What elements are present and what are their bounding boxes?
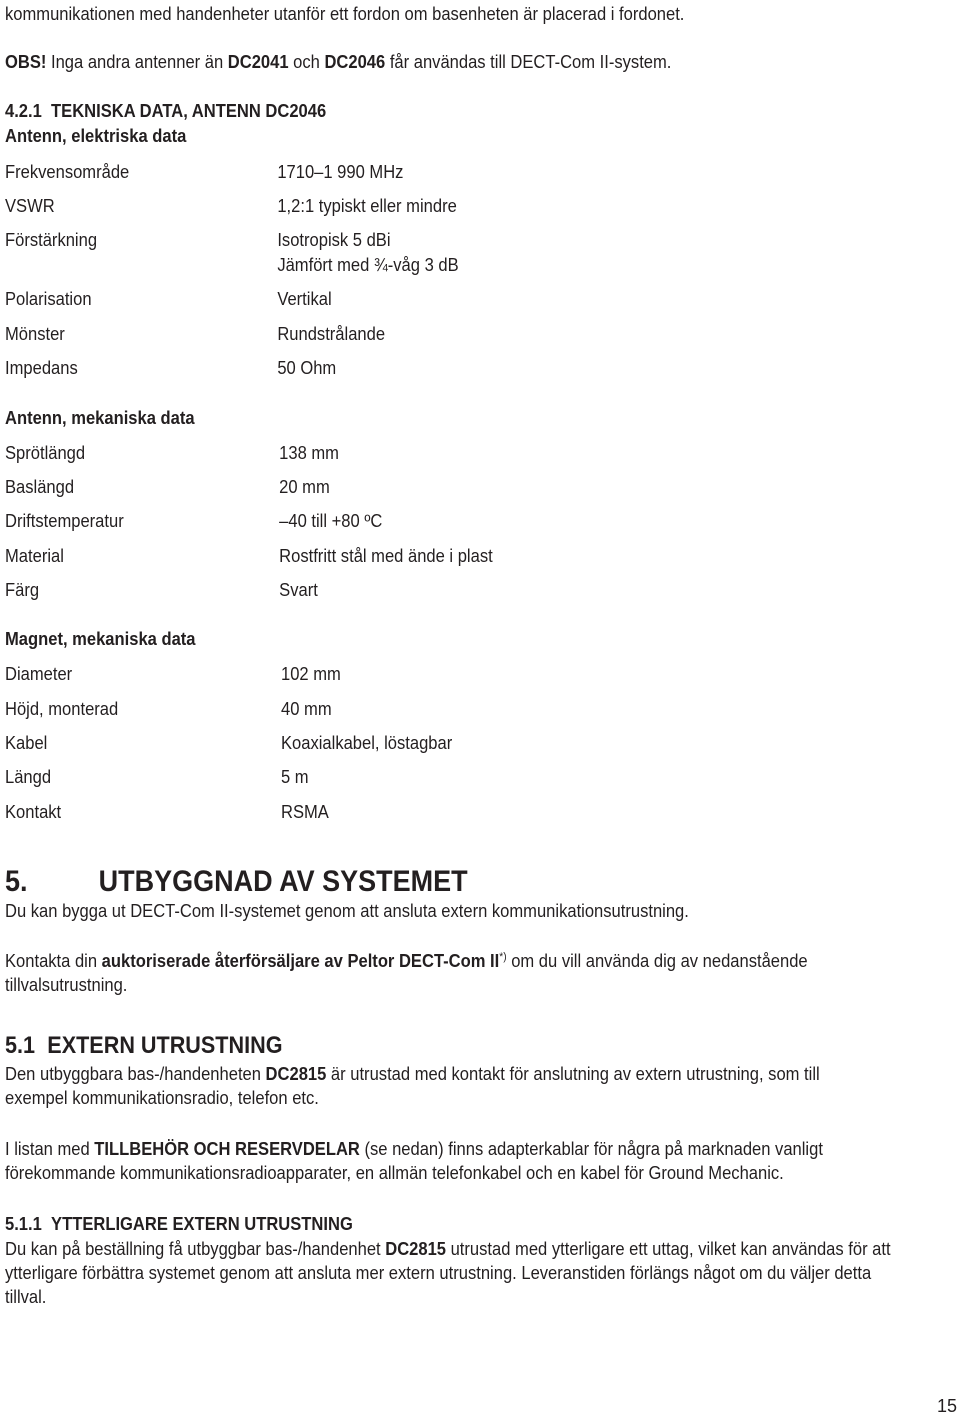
model-emphasis: DC2815	[385, 1239, 446, 1259]
obs-text-mid: och	[288, 52, 325, 72]
obs-text-post: får användas till DECT-Com II-system.	[385, 52, 672, 72]
intro-line: kommunikationen med handenheter utanför ett fordon om basenheten är placerad i fordonet.	[5, 4, 685, 24]
spec-label: Höjd, monterad	[5, 699, 119, 719]
spec-row	[5, 765, 870, 789]
para-text: om du vill använda dig av nedanstående tillvalsutrustning.	[5, 951, 808, 995]
spec-label: Impedans	[5, 358, 78, 378]
spec-row	[5, 228, 870, 252]
para-text: (se nedan) finns adapterkablar för några på marknaden vanligt förekommande kommunikationsradioapparater, en allmän telefonkabel och en kabel för Ground Mechanic.	[5, 1139, 823, 1183]
model-emphasis: DC2815	[265, 1064, 327, 1084]
spec-value: Isotropisk 5 dBi	[277, 230, 391, 250]
spec-label: Baslängd	[5, 477, 75, 497]
section-51-title: EXTERN UTRUSTNING	[47, 1032, 283, 1059]
spec-label: Färg	[5, 580, 40, 600]
magnet-heading: Magnet, mekaniska data	[5, 629, 196, 649]
section-511-heading	[5, 1212, 353, 1236]
spec-value: 1710–1 990 MHz	[277, 162, 404, 182]
spec-label: Mönster	[5, 324, 65, 344]
spec-label: Kontakt	[5, 802, 62, 822]
para-text: I listan med	[5, 1139, 95, 1159]
section-51-heading	[5, 1031, 283, 1061]
section-511-title: YTTERLIGARE EXTERN UTRUSTNING	[51, 1214, 353, 1234]
spec-label: Sprötlängd	[5, 443, 86, 463]
section-5-title: UTBYGGNAD AV SYSTEMET	[98, 865, 468, 898]
dealer-emphasis: auktoriserade återförsäljare av Peltor DECT-Com II	[101, 951, 500, 971]
spec-label: Diameter	[5, 664, 73, 684]
para-text: Den utbyggbara bas-/handenheten	[5, 1064, 266, 1084]
obs-note	[5, 50, 671, 74]
spec-value: 138 mm	[279, 443, 339, 463]
spec-row	[5, 441, 870, 465]
spec-row	[5, 356, 870, 380]
spec-row	[5, 322, 870, 346]
spec-value: 50 Ohm	[277, 358, 337, 378]
footnote-marker: *)	[499, 951, 507, 963]
spec-value: –40 till +80 ºC	[279, 511, 383, 531]
spec-row	[5, 253, 870, 277]
section-5-para-1: Du kan bygga ut DECT-Com II-systemet genom att ansluta extern kommunikationsutrustning.	[5, 901, 689, 921]
spec-value: Koaxialkabel, löstagbar	[281, 733, 453, 753]
section-5-heading	[5, 864, 468, 900]
spec-row	[5, 194, 870, 218]
spec-label: VSWR	[5, 196, 55, 216]
spec-row	[5, 697, 870, 721]
section-51-number: 5.1	[5, 1032, 36, 1059]
spec-value: 20 mm	[279, 477, 330, 497]
spec-value: 1,2:1 typiskt eller mindre	[277, 196, 457, 216]
spec-row	[5, 544, 870, 568]
spec-row	[5, 731, 870, 755]
spec-value: Rundstrålande	[277, 324, 386, 344]
obs-label: OBS!	[5, 52, 47, 72]
obs-model-2: DC2046	[324, 52, 386, 72]
spec-label: Material	[5, 546, 64, 566]
spec-value-2: Jämfört med ¾-våg 3 dB	[277, 255, 459, 275]
spec-label: Kabel	[5, 733, 48, 753]
spec-row	[5, 800, 870, 824]
accessories-emphasis: TILLBEHÖR OCH RESERVDELAR	[94, 1139, 360, 1159]
section-511-number: 5.1.1	[5, 1214, 42, 1234]
spec-value: Vertikal	[277, 289, 332, 309]
section-51-para-1	[5, 1062, 861, 1110]
para-text: Du kan på beställning få utbyggbar bas-/handenhet	[5, 1239, 386, 1259]
spec-value: 5 m	[281, 767, 309, 787]
spec-row	[5, 160, 870, 184]
para-text: är utrustad med kontakt för anslutning av extern utrustning, som till exempel kommunikationsradio, telefon etc.	[5, 1064, 820, 1108]
page-number: 15	[937, 1396, 958, 1416]
spec-value: Rostfritt stål med ände i plast	[279, 546, 493, 566]
spec-label: Polarisation	[5, 289, 92, 309]
section-5-para-2	[5, 949, 861, 997]
section-421-number: 4.2.1	[5, 101, 42, 121]
spec-value: 40 mm	[281, 699, 332, 719]
section-51-para-2	[5, 1137, 874, 1185]
spec-value: RSMA	[281, 802, 329, 822]
spec-row	[5, 475, 870, 499]
electrical-heading: Antenn, elektriska data	[5, 126, 187, 146]
spec-label: Frekvensområde	[5, 162, 130, 182]
spec-row	[5, 509, 870, 533]
mechanical-heading: Antenn, mekaniska data	[5, 408, 195, 428]
para-text: Kontakta din	[5, 951, 102, 971]
spec-label: Förstärkning	[5, 230, 98, 250]
spec-value: Svart	[279, 580, 318, 600]
para-text: utrustad med ytterligare ett uttag, vilket kan användas för att ytterligare förbättra systemet genom att ansluta mer extern utrustning. Leveranstiden förlängs något om du väljer detta tillval.	[5, 1239, 891, 1307]
section-511-para	[5, 1237, 902, 1309]
spec-label: Driftstemperatur	[5, 511, 124, 531]
spec-row	[5, 662, 870, 686]
spec-value: 102 mm	[281, 664, 341, 684]
section-5-number: 5.	[5, 865, 28, 898]
obs-text-pre: Inga andra antenner än	[46, 52, 228, 72]
section-421-title: TEKNISKA DATA, ANTENN DC2046	[51, 101, 327, 121]
obs-model-1: DC2041	[227, 52, 289, 72]
spec-row	[5, 287, 870, 311]
spec-row	[5, 578, 870, 602]
section-421-heading	[5, 99, 326, 123]
spec-label: Längd	[5, 767, 52, 787]
